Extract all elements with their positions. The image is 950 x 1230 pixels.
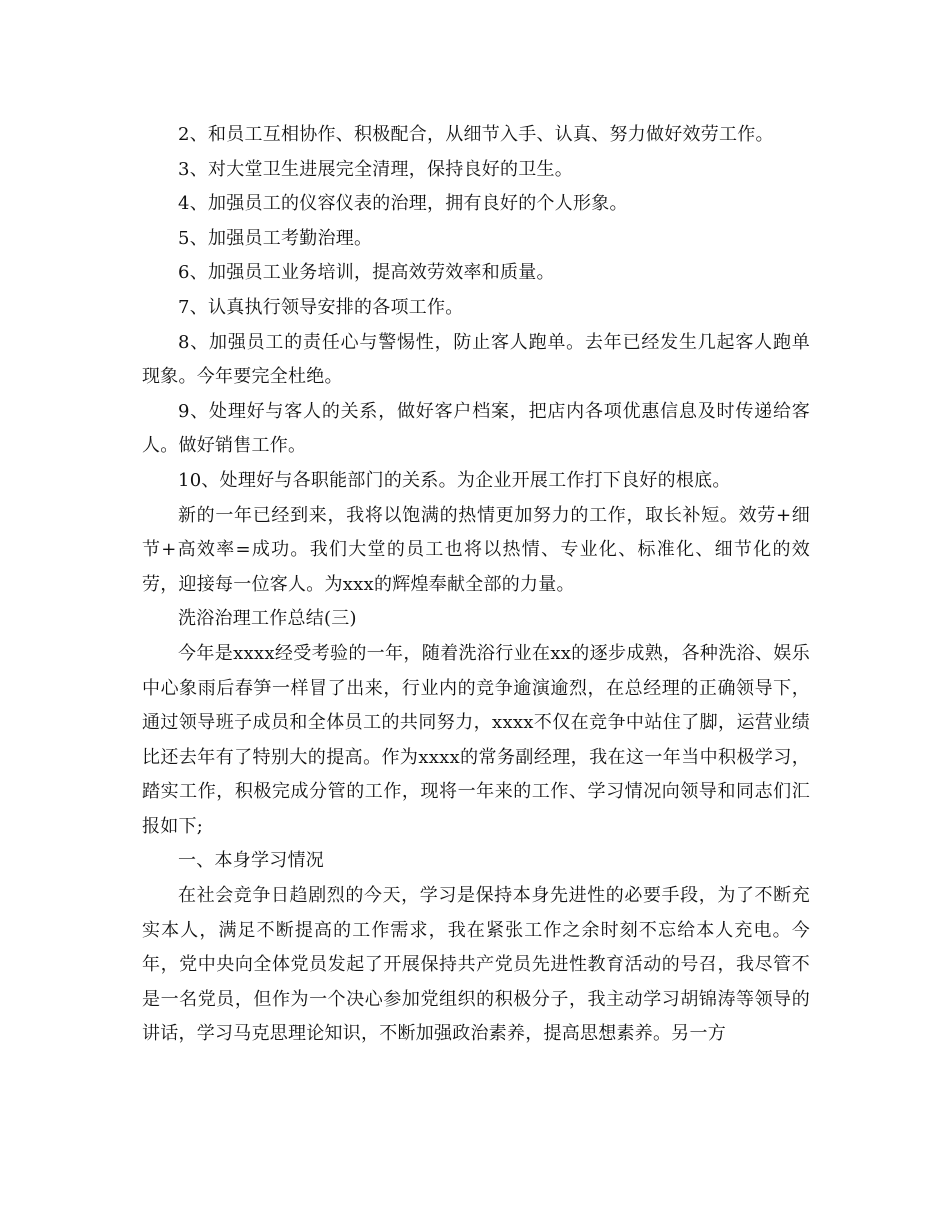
paragraph-item-8: 8、加强员工的责任心与警惕性，防止客人跑单。去年已经发生几起客人跑单现象。今年要完全杜绝。 <box>142 331 810 388</box>
section-heading: 一、本身学习情况 <box>178 850 324 872</box>
paragraph-new-year: 新的一年已经到来，我将以饱满的热情更加努力的工作，取长补短。效劳+细节+高效率=成功。我们大堂的员工也将以热情、专业化、标准化、细节化的效劳，迎接每一位客人。为xxx的辉煌奉献全部的力量。 <box>142 504 810 595</box>
paragraph-item-3: 3、对大堂卫生进展完全清理，保持良好的卫生。 <box>178 158 573 180</box>
paragraph-item-5: 5、加强员工考勤治理。 <box>178 227 373 249</box>
paragraph-item-9: 9、处理好与客人的关系，做好客户档案，把店内各项优惠信息及时传递给客人。做好销售工作。 <box>142 400 810 457</box>
paragraph-item-7: 7、认真执行领导安排的各项工作。 <box>178 296 464 318</box>
paragraph-item-4: 4、加强员工的仪容仪表的治理，拥有良好的个人形象。 <box>178 193 628 215</box>
paragraph-item-2: 2、和员工互相协作、积极配合，从细节入手、认真、努力做好效劳工作。 <box>178 124 774 145</box>
section-title: 洗浴治理工作总结(三) <box>178 608 357 630</box>
paragraph-item-6: 6、加强员工业务培训，提高效劳效率和质量。 <box>178 262 555 284</box>
document-page <box>142 118 810 1052</box>
paragraph-item-10: 10、处理好与各职能部门的关系。为企业开展工作打下良好的根底。 <box>178 469 731 491</box>
paragraph-study: 在社会竞争日趋剧烈的今天，学习是保持本身先进性的必要手段，为了不断充实本人，满足不断提高的工作需求，我在紧张工作之余时刻不忘给本人充电。今年，党中央向全体党员发起了开展保持共产党员先进性教育活动的号召，我尽管不是一名党员，但作为一个决心参加党组织的积极分子，我主动学习胡锦涛等领导的讲话，学习马克思理论知识，不断加强政治素养，提高思想素养。另一方 <box>142 885 810 1045</box>
paragraph-intro: 今年是xxxx经受考验的一年，随着洗浴行业在xx的逐步成熟，各种洗浴、娱乐中心象雨后春笋一样冒了出来，行业内的竞争逾演逾烈，在总经理的正确领导下，通过领导班子成员和全体员工的共同努力，xxxx不仅在竞争中站住了脚，运营业绩比还去年有了特别大的提高。作为xxxx的常务副经理，我在这一年当中积极学习，踏实工作，积极完成分管的工作，现将一年来的工作、学习情况向领导和同志们汇报如下; <box>142 642 810 837</box>
